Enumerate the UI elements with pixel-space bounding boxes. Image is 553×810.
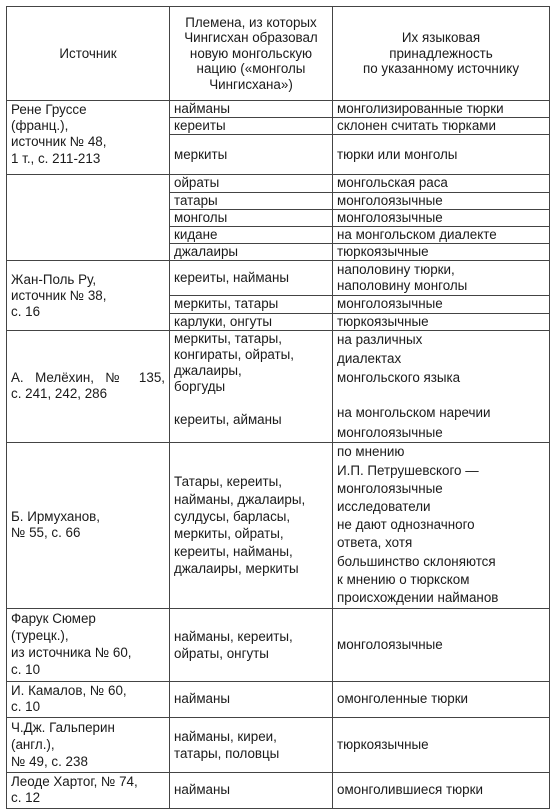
language-cell: омонголенные тюрки (333, 681, 550, 717)
language-cell: на различных диалектах монгольского языка на монгольском наречии монголоязычные (333, 330, 550, 442)
table-row (7, 261, 550, 296)
language-cell: тюркоязычные (333, 717, 550, 772)
source-cell: Леоде Хартог, № 74, с. 12 (7, 772, 170, 808)
source-cell: Б. Ирмуханов, № 55, с. 66 (7, 442, 170, 608)
header-source: Источник (7, 7, 170, 101)
language-cell: монгольская раса (333, 175, 550, 192)
source-cell: А. Мелёхин, № 135, с. 241, 242, 286 (7, 330, 170, 442)
tribe-cell: найманы, кереиты, ойраты, онгуты (170, 608, 333, 681)
source-cell: Рене Груссе (франц.), источник № 48, 1 т., с. 211-213 (7, 101, 170, 175)
table-row (7, 175, 550, 192)
tribe-cell: кидане (170, 227, 333, 244)
table-row (7, 681, 550, 717)
tribe-cell: меркиты, татары (170, 296, 333, 313)
language-cell: склонен считать тюрками (333, 118, 550, 135)
language-cell: по мнению И.П. Петрушевского — монголоязычные исследователи не дают однозначного ответа, хотя большинство склоняются к мнению о тюркском происхождении найманов (333, 442, 550, 608)
header-language: Их языковая принадлежность по указанному источнику (333, 7, 550, 101)
tribe-cell: найманы, киреи, татары, половцы (170, 717, 333, 772)
language-cell: омонголившиеся тюрки (333, 772, 550, 808)
source-cell: Жан-Поль Ру, источник № 38, с. 16 (7, 261, 170, 330)
source-cell-empty (7, 175, 170, 261)
tribe-cell: кереиты, найманы (170, 261, 333, 296)
language-cell: монголоязычные (333, 296, 550, 313)
tribe-cell: татары (170, 192, 333, 209)
language-cell: монголоязычные (333, 192, 550, 209)
tribe-cell: меркиты, татары, конгираты, ойраты, джалаиры, боргуды кереиты, айманы (170, 330, 333, 442)
tribe-cell: кереиты (170, 118, 333, 135)
table-row (7, 608, 550, 681)
header-tribes: Племена, из которых Чингисхан образовал новую монгольскую нацию («монголы Чингисхана») (170, 7, 333, 101)
source-cell: Фарук Сюмер (турецк.), из источника № 60, с. 10 (7, 608, 170, 681)
tribe-cell: найманы (170, 101, 333, 118)
language-cell: тюркоязычные (333, 313, 550, 330)
source-cell: Ч.Дж. Гальперин (англ.), № 49, с. 238 (7, 717, 170, 772)
language-cell: монголизированные тюрки (333, 101, 550, 118)
language-cell: монголоязычные (333, 209, 550, 226)
table-row (7, 101, 550, 118)
tribe-cell: монголы (170, 209, 333, 226)
table-row (7, 330, 550, 442)
tribe-cell: Татары, кереиты, найманы, джалаиры, сулдусы, барласы, меркиты, ойраты, кереиты, найманы, джалаиры, меркиты (170, 442, 333, 608)
table-row (7, 442, 550, 608)
language-cell: монголоязычные (333, 608, 550, 681)
language-cell: тюркоязычные (333, 244, 550, 261)
table-row (7, 772, 550, 808)
tribe-cell: карлуки, онгуты (170, 313, 333, 330)
tribe-cell: найманы (170, 772, 333, 808)
source-cell: И. Камалов, № 60, с. 10 (7, 681, 170, 717)
tribe-cell: джалаиры (170, 244, 333, 261)
tribe-cell: ойраты (170, 175, 333, 192)
header-row (7, 7, 550, 101)
table-row (7, 717, 550, 772)
language-cell: тюрки или монголы (333, 135, 550, 175)
tribes-table (6, 6, 550, 809)
tribe-cell: меркиты (170, 135, 333, 175)
tribe-cell: найманы (170, 681, 333, 717)
language-cell: на монгольском диалекте (333, 227, 550, 244)
language-cell: наполовину тюрки, наполовину монголы (333, 261, 550, 296)
